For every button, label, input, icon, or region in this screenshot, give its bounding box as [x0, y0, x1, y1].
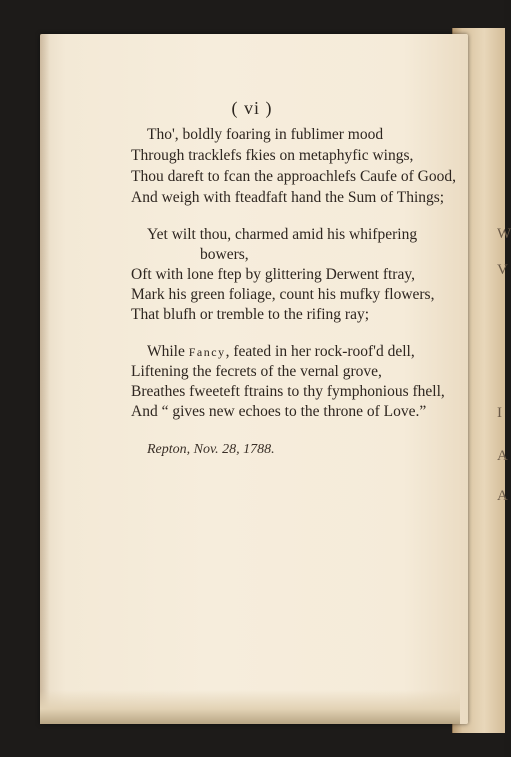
- stanza3-line1-start: While: [147, 343, 189, 360]
- adjacent-page-letter: I: [497, 405, 502, 421]
- stanza3-line1: [147, 343, 415, 361]
- stanza2-line1: Yet wilt thou, charmed amid his whifpering: [147, 226, 418, 243]
- stanza2-line2: Oft with lone ftep by glittering Derwent ftray,: [131, 266, 415, 283]
- stanza1-line4: And weigh with fteadfaft hand the Sum of Things;: [131, 189, 445, 206]
- stanza3-line2: Liftening the fecrets of the vernal grove,: [131, 363, 382, 380]
- stanza1-line1: Tho', boldly foaring in fublimer mood: [147, 126, 384, 143]
- stanza2-line1-cont: bowers,: [200, 246, 249, 263]
- signature-date: Repton, Nov. 28, 1788.: [147, 442, 275, 457]
- stanza3-smallcaps-word: Fancy: [188, 345, 226, 359]
- stanza1-line2: Through tracklefs fkies on metaphyfic wings,: [131, 147, 414, 164]
- adjacent-page-letter: W: [497, 226, 511, 242]
- stanza3-line1-end: , feated in her rock-roof'd dell,: [225, 343, 415, 360]
- adjacent-page-letter: A: [497, 448, 508, 464]
- stanza2-line3: Mark his green foliage, count his mufky flowers,: [131, 286, 435, 303]
- adjacent-page-letter: A: [497, 488, 508, 504]
- page-number: ( vi ): [231, 98, 273, 118]
- stanza2-line4: That blufh or tremble to the rifing ray;: [131, 306, 370, 323]
- stanza3-line3: Breathes fweeteft ftrains to thy fymphonious fhell,: [131, 383, 445, 400]
- page-bottom-edge: [40, 690, 460, 724]
- stanza3-line4: And “ gives new echoes to the throne of Love.”: [131, 403, 427, 420]
- adjacent-page-letter: V: [497, 262, 508, 278]
- gutter-shadow: [40, 34, 50, 724]
- stanza1-line3: Thou dareft to fcan the approachlefs Caufe of Good,: [131, 168, 456, 185]
